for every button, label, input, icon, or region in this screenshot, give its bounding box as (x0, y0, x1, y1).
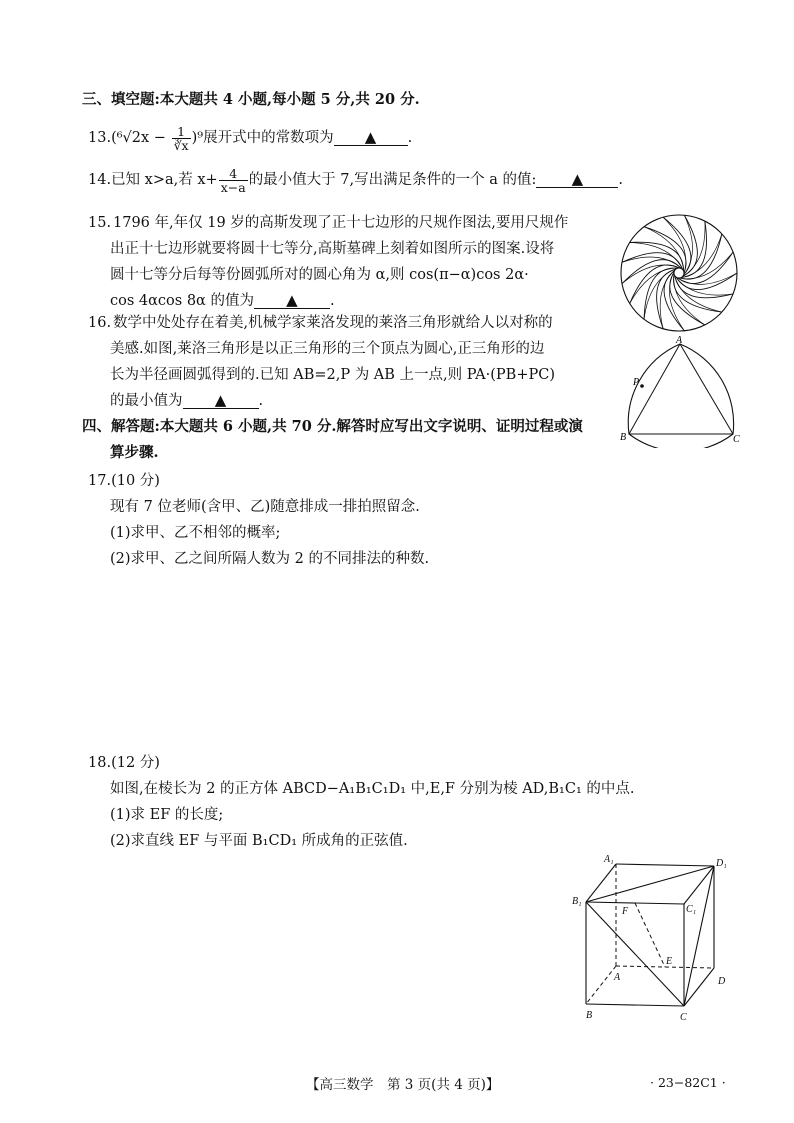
q16-line4-text: 的最小值为 (110, 393, 183, 409)
cube-figure (566, 852, 748, 1024)
triangle-side-ac (680, 344, 733, 434)
q14-frac-num: 4 (219, 167, 248, 181)
q18-part1: (1)求 EF 的长度; (110, 807, 224, 823)
q13-answer-blank[interactable] (334, 129, 408, 146)
q15-line4-text: cos 4αcos 8α 的值为 (110, 293, 254, 309)
page-footer: 【高三数学 第 3 页(共 4 页)】 (306, 1077, 500, 1093)
rosette-petal (683, 215, 698, 276)
q15-line2: 出正十七边形就要将圆十七等分,高斯墓碑上刻着如图所示的图案.设将 (110, 241, 555, 257)
rosette-petal (663, 217, 691, 275)
q13-frac-den: ∛x (173, 137, 189, 153)
triangle-side-ab (629, 344, 680, 434)
q15-line1: 1796 年,年仅 19 岁的高斯发现了正十七边形的尺规作图法,要用尺规作 (113, 215, 569, 231)
q14-text1: 已知 x>a,若 x+ (111, 172, 218, 188)
q16-line1: 数学中处处存在着美,机械学家莱洛发现的莱洛三角形就给人以对称的 (113, 315, 553, 331)
gauss-17gon-figure (616, 210, 742, 336)
q18-part2: (2)求直线 EF 与平面 B₁CD₁ 所成角的正弦值. (110, 833, 408, 849)
q15-end: . (329, 293, 335, 309)
label-b: B (620, 432, 627, 443)
rosette-petal (622, 260, 681, 284)
q15-answer-blank[interactable] (254, 292, 330, 309)
label-a1: A₁ (604, 854, 614, 865)
page-code: · 23−82C1 · (650, 1075, 726, 1090)
q13-open: ( (111, 130, 117, 146)
section4-heading-line1: 四、解答题:本大题共 6 小题,共 70 分.解答时应写出文字说明、证明过程或演 (82, 418, 583, 435)
reuleaux-triangle-figure (618, 336, 748, 448)
label-a: A (676, 336, 683, 346)
q17-part1: (1)求甲、乙不相邻的概率; (110, 525, 281, 541)
q17-header (88, 468, 160, 494)
q15-line3: 圆十七等分后每等份圆弧所对的圆心角为 α,则 cos(π−α)cos 2α· (110, 267, 529, 283)
label-c: C (680, 1012, 687, 1023)
label-d: D (718, 976, 726, 987)
q17-number: 17. (88, 473, 112, 489)
q16-answer-blank[interactable] (183, 392, 259, 409)
rosette-petal (670, 272, 705, 325)
section4-heading-line2: 算步骤. (110, 444, 159, 461)
q18-stem: 如图,在棱长为 2 的正方体 ABCD−A₁B₁C₁D₁ 中,E,F 分别为棱 AD,B₁C₁ 的中点. (110, 781, 635, 797)
rosette-petal (676, 273, 737, 290)
q15-number: 15. (88, 215, 112, 231)
answer-triangle-icon: ▲ (214, 391, 227, 409)
label-p: P (633, 377, 640, 388)
q13-text: 展开式中的常数项为 (203, 130, 334, 146)
label-c1: C₁ (686, 904, 697, 915)
question-14 (88, 163, 623, 197)
reuleaux-outline (628, 344, 733, 448)
q14-text2: 的最小值大于 7,写出满足条件的一个 a 的值: (248, 172, 537, 188)
q13-frac-num: 1 (172, 125, 191, 139)
answer-triangle-icon: ▲ (571, 170, 584, 188)
section3-heading: 三、填空题:本大题共 4 小题,每小题 5 分,共 20 分. (82, 91, 420, 108)
q18-score: (12 分) (111, 755, 160, 771)
q16-end: . (258, 393, 264, 409)
q13-close: )⁹ (191, 130, 204, 146)
q16-line2: 美感.如图,莱洛三角形是以正三角形的三个顶点为圆心,正三角形的边 (110, 341, 545, 357)
q16-number: 16. (88, 315, 112, 331)
label-e: E (666, 956, 673, 967)
label-f: F (622, 906, 629, 917)
answer-triangle-icon: ▲ (364, 128, 377, 146)
label-d1: D₁ (716, 858, 727, 869)
q14-number: 14. (88, 172, 112, 188)
answer-triangle-icon: ▲ (286, 291, 298, 309)
q16-line4 (110, 388, 263, 414)
q17-score: (10 分) (111, 473, 160, 489)
label-c: C (733, 434, 740, 445)
q13-number: 13. (88, 130, 112, 146)
q13-end: . (407, 130, 413, 146)
label-b1: B₁ (572, 896, 582, 907)
q16-line3: 长为半径画圆弧得到的.已知 AB=2,P 为 AB 上一点,则 PA·(PB+PC) (110, 367, 555, 383)
q13-fraction (172, 125, 191, 152)
q14-end: . (618, 172, 623, 188)
q14-frac-den: x−a (220, 179, 246, 195)
q13-minus: − (149, 130, 171, 146)
q17-stem: 现有 7 位老师(含甲、乙)随意排成一排拍照留念. (110, 499, 420, 515)
q14-answer-blank[interactable] (536, 171, 618, 188)
q18-header (88, 750, 160, 776)
q14-fraction (219, 167, 248, 194)
q17-part2: (2)求甲、乙之间所隔人数为 2 的不同排法的种数. (110, 551, 430, 567)
q18-number: 18. (88, 755, 112, 771)
question-13 (88, 123, 412, 153)
label-b: B (586, 1010, 593, 1021)
label-a: A (614, 972, 621, 983)
q13-root-term: ⁶√2x (116, 130, 150, 146)
point-p-dot (640, 384, 644, 388)
